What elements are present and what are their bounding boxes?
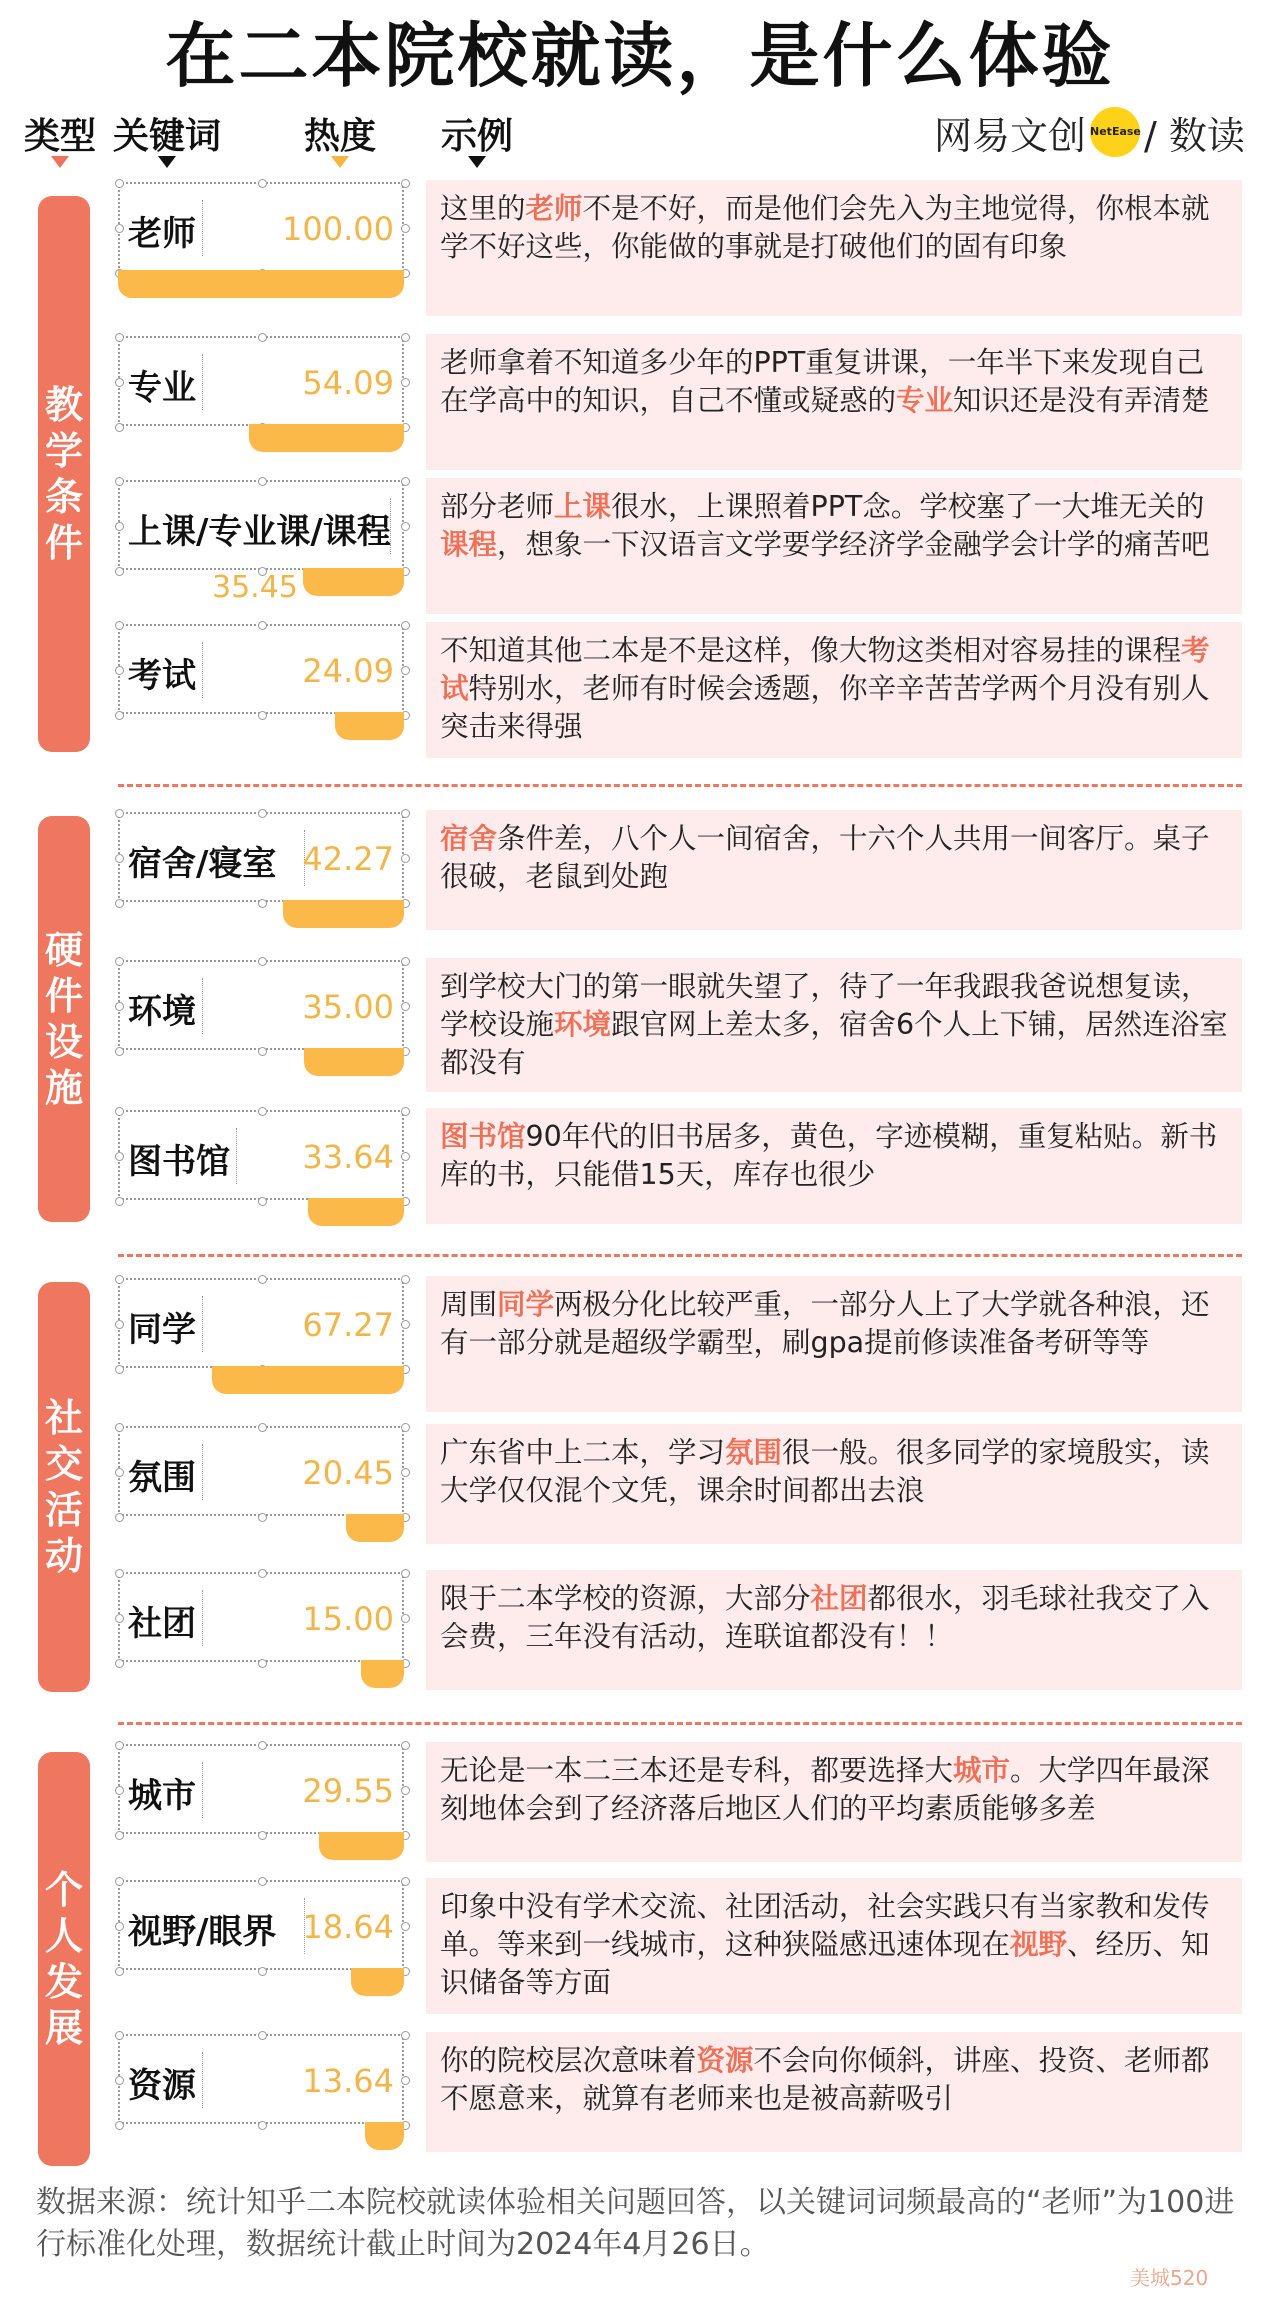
- example-text: 印象中没有学术交流、社团活动，社会实践只有当家教和发传单。等来到一线城市，这种狭隘感迅速体现在: [440, 1890, 1210, 1961]
- selection-handle: [401, 179, 410, 188]
- example-text: 不会向你倾斜，讲座、投资、老师都不愿意来，就算有老师来也是被高薪吸引: [440, 2044, 1210, 2115]
- selection-handle: [401, 2076, 410, 2085]
- example-quote: [426, 334, 1242, 470]
- example-text: 你的院校层次意味着: [440, 2044, 697, 2077]
- heat-value-label: 35.45: [212, 570, 298, 605]
- selection-handle: [115, 1922, 124, 1931]
- selection-handle: [115, 809, 124, 818]
- selection-handle: [401, 1320, 410, 1329]
- keyword-card: [118, 1744, 404, 1834]
- example-text: 老师拿着不知道多少年的PPT重复讲课，一年半下来发现自己在学高中的知识，自己不懂或疑惑的: [440, 346, 1205, 417]
- keyword-label: 环境: [128, 992, 196, 1032]
- heat-value-label: 13.64: [302, 2062, 394, 2100]
- keyword-label: 氛围: [128, 1458, 196, 1498]
- highlight-keyword: 课程: [440, 528, 498, 561]
- selection-handle: [115, 1659, 124, 1668]
- selection-handle: [258, 1877, 267, 1886]
- selection-handle: [115, 1320, 124, 1329]
- heat-bar: [283, 902, 404, 928]
- keyword-separator: [202, 1296, 203, 1352]
- heat-bar: [304, 1050, 404, 1076]
- category-tab: 个 人 发 展: [38, 1752, 90, 2166]
- selection-handle: [115, 1365, 124, 1374]
- highlight-keyword: 上课: [554, 490, 612, 523]
- example-text: ，想象一下汉语言文学要学经济学金融学会计学的痛苦吧: [497, 528, 1210, 561]
- heat-bar: [303, 570, 404, 596]
- selection-handle: [401, 957, 410, 966]
- selection-handle: [115, 666, 124, 675]
- keyword-card: [118, 2034, 404, 2124]
- selection-handle: [258, 621, 267, 630]
- example-text: 无论是一本二三本还是专科，都要选择大: [440, 1754, 954, 1787]
- example-quote: [426, 1878, 1242, 2014]
- example-quote: [426, 810, 1242, 930]
- keyword-label: 考试: [128, 656, 196, 696]
- keyword-label: 上课/专业课/课程: [128, 512, 391, 552]
- selection-handle: [258, 1047, 267, 1056]
- example-text: 广东省中上二本，学习: [440, 1436, 726, 1469]
- selection-handle: [115, 1468, 124, 1477]
- heat-bar: [351, 1970, 404, 1996]
- selection-handle: [115, 854, 124, 863]
- example-text: 限于二本学校的资源，大部分: [440, 1582, 811, 1615]
- keyword-card: [118, 480, 404, 605]
- example-text: 两极分化比较严重，一部分人上了大学就各种浪，还有一部分就是超级学霸型，刷gpa提前修读准备考研等等: [440, 1288, 1210, 1359]
- heat-bar: [346, 1516, 404, 1542]
- keyword-label: 图书馆: [128, 1142, 230, 1182]
- down-triangle-icon: [468, 156, 486, 168]
- example-text: 90年代的旧书居多，黄色，字迹模糊，重复粘贴。新书库的书，只能借15天，库存也很少: [440, 1120, 1218, 1191]
- keyword-separator: [236, 1128, 237, 1184]
- keyword-label: 专业: [128, 368, 196, 408]
- selection-handle: [258, 899, 267, 908]
- selection-handle: [401, 1569, 410, 1578]
- selection-handle: [258, 1275, 267, 1284]
- heat-bar: [319, 1834, 404, 1860]
- section-divider: [118, 784, 1242, 787]
- keyword-card: [118, 812, 404, 902]
- selection-handle: [115, 1513, 124, 1522]
- heat-value-label: 67.27: [302, 1306, 394, 1344]
- selection-handle: [401, 477, 410, 486]
- selection-handle: [258, 809, 267, 818]
- selection-handle: [258, 477, 267, 486]
- selection-handle: [401, 522, 410, 531]
- keyword-label: 资源: [128, 2066, 196, 2106]
- keyword-card: [118, 1110, 404, 1200]
- keyword-label: 宿舍/寝室: [128, 844, 277, 884]
- section-divider: [118, 1254, 1242, 1257]
- selection-handle: [115, 957, 124, 966]
- brand-left: 网易文创: [934, 113, 1087, 158]
- heat-bar: [249, 426, 404, 452]
- highlight-keyword: 专业: [896, 384, 954, 417]
- heat-bar: [212, 1368, 404, 1394]
- selection-handle: [401, 2031, 410, 2040]
- selection-handle: [401, 1002, 410, 1011]
- heat-bar: [118, 272, 404, 298]
- page-title: 在二本院校就读，是什么体验: [165, 15, 1115, 97]
- brand-logo: [934, 104, 1245, 160]
- selection-handle: [401, 809, 410, 818]
- example-text: 。大学四年最深刻地体会到了经济落后地区人们的平均素质能够多差: [440, 1754, 1210, 1825]
- selection-handle: [115, 477, 124, 486]
- heat-value-label: 24.09: [302, 652, 394, 690]
- selection-handle: [258, 1569, 267, 1578]
- selection-handle: [258, 2031, 267, 2040]
- heat-value-label: 54.09: [302, 364, 394, 402]
- category-tab: 教 学 条 件: [38, 196, 90, 752]
- selection-handle: [115, 1741, 124, 1750]
- selection-handle: [258, 1741, 267, 1750]
- selection-handle: [115, 1877, 124, 1886]
- keyword-separator: [202, 1444, 203, 1500]
- example-quote: [426, 958, 1242, 1092]
- selection-handle: [115, 1275, 124, 1284]
- selection-handle: [115, 224, 124, 233]
- example-text: 都很水，羽毛球社我交了入会费，三年没有活动，连联谊都没有！！: [440, 1582, 1210, 1653]
- heat-bar: [361, 1662, 404, 1688]
- selection-handle: [401, 1614, 410, 1623]
- example-text: 、经历、知识储备等方面: [440, 1928, 1210, 1999]
- example-text: 部分老师: [440, 490, 555, 523]
- selection-handle: [115, 1614, 124, 1623]
- heat-value-label: 18.64: [302, 1908, 394, 1946]
- highlight-keyword: 宿舍: [440, 822, 498, 855]
- section-divider: [118, 1722, 1242, 1725]
- selection-handle: [115, 522, 124, 531]
- heat-value-label: 29.55: [302, 1772, 394, 1810]
- keyword-card: [118, 182, 404, 272]
- header-example: 示例: [441, 108, 513, 159]
- selection-handle: [401, 1468, 410, 1477]
- selection-handle: [401, 1786, 410, 1795]
- selection-handle: [401, 1877, 410, 1886]
- keyword-separator: [202, 642, 203, 698]
- header-heat: 热度: [304, 108, 376, 159]
- selection-handle: [401, 666, 410, 675]
- example-quote: [426, 180, 1242, 316]
- highlight-keyword: 氛围: [725, 1436, 783, 1469]
- selection-handle: [115, 2121, 124, 2130]
- down-triangle-icon: [51, 156, 69, 168]
- selection-handle: [115, 1197, 124, 1206]
- keyword-separator: [202, 1590, 203, 1646]
- selection-handle: [115, 1002, 124, 1011]
- selection-handle: [401, 1922, 410, 1931]
- selection-handle: [401, 1741, 410, 1750]
- highlight-keyword: 同学: [497, 1288, 555, 1321]
- keyword-separator: [202, 354, 203, 410]
- heat-value-label: 15.00: [302, 1600, 394, 1638]
- selection-handle: [115, 1786, 124, 1795]
- selection-handle: [115, 621, 124, 630]
- selection-handle: [258, 1107, 267, 1116]
- example-quote: [426, 1108, 1242, 1224]
- keyword-label: 社团: [128, 1604, 196, 1644]
- highlight-keyword: 老师: [525, 192, 583, 225]
- heat-value-label: 20.45: [302, 1454, 394, 1492]
- keyword-card: [118, 624, 404, 714]
- selection-handle: [115, 1152, 124, 1161]
- selection-handle: [115, 378, 124, 387]
- example-quote: [426, 478, 1242, 614]
- keyword-separator: [202, 1762, 203, 1818]
- data-source-note: 数据来源：统计知乎二本院校就读体验相关问题回答，以关键词词频最高的“老师”为100进行标准化处理，数据统计截止时间为2024年4月26日。: [36, 2185, 1235, 2262]
- selection-handle: [115, 1967, 124, 1976]
- header-keyword: 关键词: [113, 108, 221, 159]
- keyword-separator: [202, 2052, 203, 2108]
- selection-handle: [115, 2031, 124, 2040]
- selection-handle: [258, 1513, 267, 1522]
- watermark: 美城520: [1130, 2266, 1209, 2290]
- selection-handle: [401, 854, 410, 863]
- highlight-keyword: 社团: [810, 1582, 868, 1615]
- selection-handle: [115, 899, 124, 908]
- example-quote: [426, 622, 1242, 758]
- selection-handle: [115, 1831, 124, 1840]
- example-text: 跟官网上差太多，宿舍6个人上下铺，居然连浴室都没有: [440, 1008, 1228, 1079]
- example-quote: [426, 1276, 1242, 1412]
- heat-value-label: 33.64: [302, 1138, 394, 1176]
- highlight-keyword: 图书馆: [440, 1120, 526, 1153]
- category-tab: 社 交 活 动: [38, 1282, 90, 1692]
- selection-handle: [258, 1967, 267, 1976]
- selection-handle: [115, 2076, 124, 2085]
- highlight-keyword: 城市: [953, 1754, 1011, 1787]
- selection-handle: [258, 333, 267, 342]
- selection-handle: [258, 1659, 267, 1668]
- keyword-card: [118, 1880, 404, 1970]
- example-text: 条件差，八个人一间宿舍，十六个人共用一间客厅。桌子很破，老鼠到处跑: [440, 822, 1210, 893]
- selection-handle: [115, 1423, 124, 1432]
- keyword-card: [118, 336, 404, 426]
- keyword-separator: [202, 200, 203, 256]
- down-triangle-icon: [331, 156, 349, 168]
- heat-bar: [335, 714, 404, 740]
- selection-handle: [115, 179, 124, 188]
- keyword-card: [118, 960, 404, 1050]
- heat-bar: [365, 2124, 404, 2150]
- selection-handle: [401, 1152, 410, 1161]
- keyword-label: 视野/眼界: [128, 1912, 277, 1952]
- selection-handle: [258, 957, 267, 966]
- example-text: 知识还是没有弄清楚: [953, 384, 1210, 417]
- example-text: 特别水，老师有时候会透题，你辛辛苦苦学两个月没有别人突击来得强: [440, 672, 1210, 743]
- keyword-label: 城市: [128, 1776, 196, 1816]
- heat-value-label: 42.27: [302, 840, 394, 878]
- selection-handle: [401, 378, 410, 387]
- selection-handle: [401, 621, 410, 630]
- selection-handle: [401, 1423, 410, 1432]
- brand-right: / 数读: [1144, 113, 1245, 158]
- selection-handle: [115, 333, 124, 342]
- selection-handle: [115, 1107, 124, 1116]
- keyword-card: [118, 1278, 404, 1368]
- selection-handle: [258, 2121, 267, 2130]
- keyword-separator: [390, 498, 391, 554]
- example-quote: [426, 2032, 1242, 2152]
- example-text: 不是不好，而是他们会先入为主地觉得，你根本就学不好这些，你能做的事就是打破他们的固有印象: [440, 192, 1210, 263]
- selection-handle: [115, 1047, 124, 1056]
- example-text: 很水，上课照着PPT念。学校塞了一大堆无关的: [611, 490, 1205, 523]
- keyword-card: [118, 1572, 404, 1662]
- example-text: 这里的: [440, 192, 526, 225]
- example-quote: [426, 1742, 1242, 1862]
- heat-value-label: 35.00: [302, 988, 394, 1026]
- selection-handle: [115, 1569, 124, 1578]
- keyword-separator: [202, 978, 203, 1034]
- highlight-keyword: 环境: [554, 1008, 612, 1041]
- down-triangle-icon: [158, 156, 176, 168]
- highlight-keyword: 考试: [440, 634, 1210, 705]
- selection-handle: [258, 1423, 267, 1432]
- example-quote: [426, 1424, 1242, 1544]
- example-quote: [426, 1570, 1242, 1690]
- selection-handle: [401, 1275, 410, 1284]
- selection-handle: [401, 224, 410, 233]
- example-text: 不知道其他二本是不是这样，像大物这类相对容易挂的课程: [440, 634, 1182, 667]
- header-type: 类型: [24, 108, 96, 159]
- highlight-keyword: 视野: [1010, 1928, 1068, 1961]
- keyword-label: 同学: [128, 1310, 196, 1350]
- selection-handle: [401, 333, 410, 342]
- selection-handle: [258, 711, 267, 720]
- selection-handle: [258, 179, 267, 188]
- heat-value-label: 100.00: [282, 210, 394, 248]
- example-text: 到学校大门的第一眼就失望了，待了一年我跟我爸说想复读，学校设施: [440, 970, 1210, 1041]
- category-tab: 硬 件 设 施: [38, 816, 90, 1222]
- selection-handle: [115, 711, 124, 720]
- brand-circle: NetEase: [1090, 107, 1140, 157]
- selection-handle: [115, 567, 124, 576]
- keyword-label: 老师: [128, 214, 196, 254]
- heat-bar: [308, 1200, 404, 1226]
- highlight-keyword: 资源: [696, 2044, 754, 2077]
- selection-handle: [401, 1107, 410, 1116]
- selection-handle: [258, 1831, 267, 1840]
- keyword-card: [118, 1426, 404, 1516]
- selection-handle: [258, 1197, 267, 1206]
- example-text: 周围: [440, 1288, 498, 1321]
- example-text: 很一般。很多同学的家境殷实，读大学仅仅混个文凭，课余时间都出去浪: [440, 1436, 1210, 1507]
- selection-handle: [115, 423, 124, 432]
